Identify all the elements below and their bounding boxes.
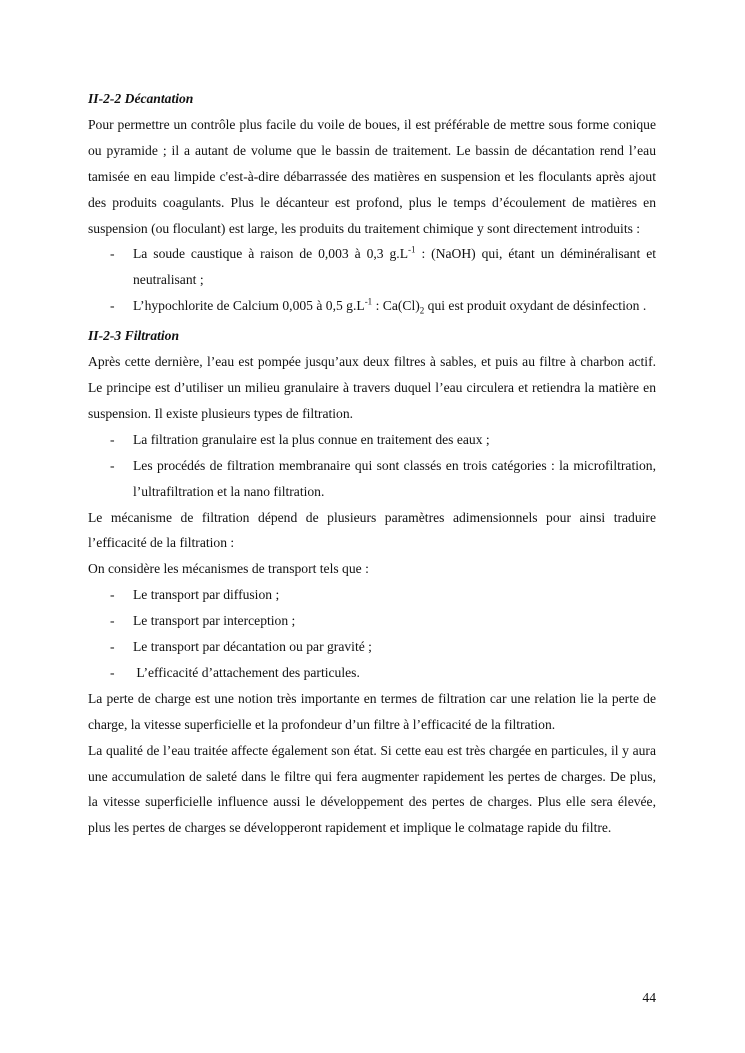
page-number: 44: [642, 990, 656, 1005]
list-marker: -: [110, 587, 115, 603]
list-item-text: Les procédés de filtration membranaire qui sont classés en trois catégories : la microfiltration, l’ultrafiltration et la nano filtration.: [133, 457, 656, 499]
list-item-text: Le transport par interception ;: [133, 613, 296, 629]
mechanism-paragraph: Le mécanisme de filtration dépend de plusieurs paramètres adimensionnels pour ainsi traduire l’efficacité de la filtration :: [88, 509, 656, 551]
filtration-types-list: [88, 427, 656, 505]
subscript: 2: [419, 305, 425, 316]
list-marker: -: [110, 431, 115, 447]
list-item-text: L’efficacité d’attachement des particules.: [133, 664, 360, 680]
transport-mechanisms-list: [88, 582, 656, 686]
list-item: [88, 453, 656, 505]
list-item: [88, 293, 656, 319]
list-item-text: qui est produit oxydant de désinfection .: [424, 298, 647, 314]
filtration-paragraph: Après cette dernière, l’eau est pompée jusqu’aux deux filtres à sables, et puis au filtre à charbon actif. Le principe est d’utiliser un milieu granulaire à travers duquel l’eau circulera et retiendra la matière en suspension. Il existe plusieurs types de filtration.: [88, 354, 656, 421]
chemical-products-list: [88, 241, 656, 319]
list-item-text: Le transport par décantation ou par gravité ;: [133, 639, 372, 655]
list-marker: -: [110, 246, 115, 262]
list-marker: -: [110, 664, 115, 680]
list-item: [88, 241, 656, 293]
list-item: [88, 660, 656, 686]
list-marker: -: [110, 613, 115, 629]
list-item-text: : Ca(Cl): [372, 298, 420, 314]
list-item: [88, 582, 656, 608]
list-item-text: : (NaOH) qui, étant un déminéralisant et neutralisant ;: [133, 246, 656, 288]
transport-intro-paragraph: On considère les mécanismes de transport tels que :: [88, 561, 369, 577]
list-item: [88, 427, 656, 453]
decantation-paragraph: Pour permettre un contrôle plus facile du voile de boues, il est préférable de mettre sous forme conique ou pyramide ; il a autant de volume que le bassin de traitement. Le bassin de décantation rend l’eau tamisée en eau limpide c'est-à-dire débarrassée des matières en suspension et les floculants après ajout des produits coagulants. Plus le décanteur est profond, plus le temps d’écoulement de matières en suspension (ou floculant) est large, les produits du traitement chimique y sont directement introduits :: [88, 116, 656, 236]
list-marker: -: [110, 639, 115, 655]
list-item-text: Le transport par diffusion ;: [133, 587, 280, 603]
superscript: -1: [408, 244, 416, 255]
section-heading-decantation: II-2-2 Décantation: [88, 91, 194, 106]
document-page: [88, 86, 656, 841]
list-item-text: La filtration granulaire est la plus connue en traitement des eaux ;: [133, 431, 490, 447]
list-item-text: L’hypochlorite de Calcium 0,005 à 0,5 g.L: [133, 298, 365, 314]
list-item-text: La soude caustique à raison de 0,003 à 0,3 g.L: [133, 246, 409, 262]
list-item: [88, 634, 656, 660]
pressure-loss-paragraph: La perte de charge est une notion très importante en termes de filtration car une relation lie la perte de charge, la vitesse superficielle et la profondeur d’un filtre à l’efficacité de la filtration.: [88, 690, 656, 732]
list-item: [88, 608, 656, 634]
section-heading-filtration: II-2-3 Filtration: [88, 328, 180, 344]
water-quality-paragraph: La qualité de l’eau traitée affecte également son état. Si cette eau est très chargée en particules, il y aura une accumulation de saleté dans le filtre qui fera augmenter rapidement les pertes de charges. De plus, la vitesse superficielle influence aussi le développement des pertes de charges. Plus elle sera élevée, plus les pertes de charges se développeront rapidement et implique le colmatage rapide du filtre.: [88, 742, 656, 836]
list-marker: -: [110, 298, 115, 314]
list-marker: -: [110, 457, 115, 473]
superscript: -1: [364, 296, 373, 307]
